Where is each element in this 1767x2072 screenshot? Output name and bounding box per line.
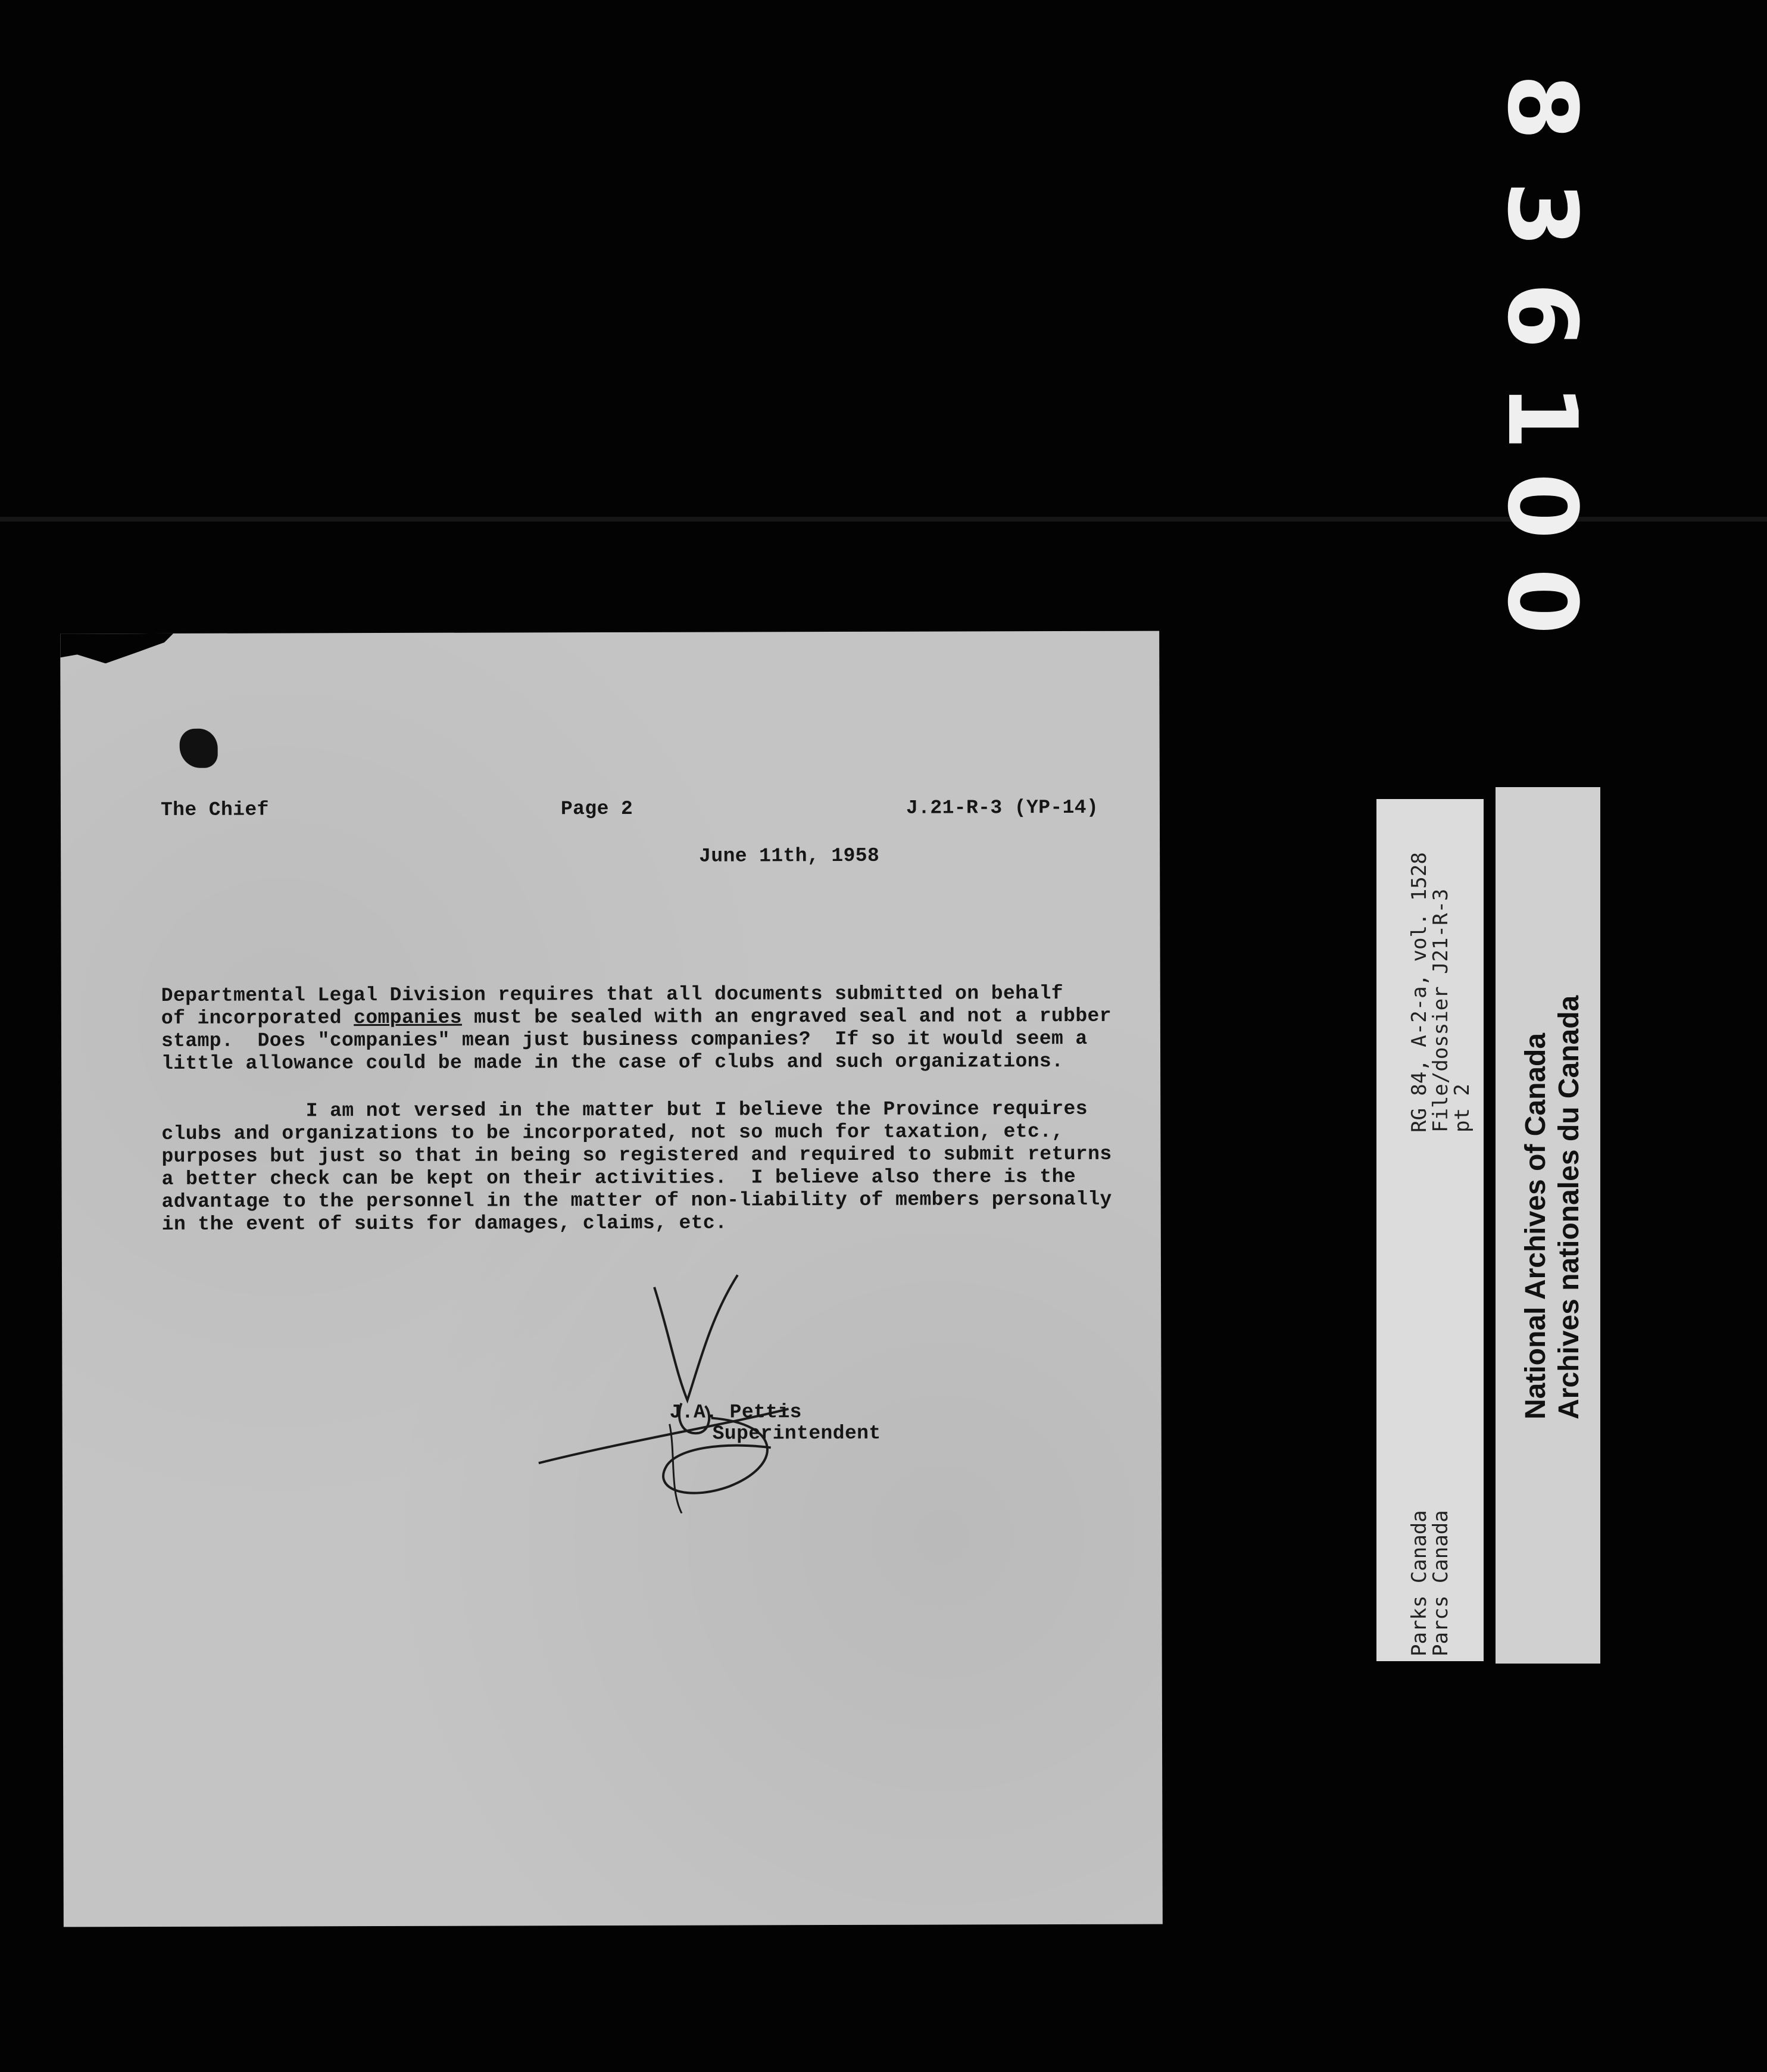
text-line: a better check can be kept on their activities. I believe also there is the bbox=[161, 1165, 1076, 1190]
torn-corner bbox=[60, 634, 173, 663]
underlined-word: companies bbox=[354, 1006, 463, 1029]
frame-digit: 3 bbox=[1487, 181, 1598, 248]
frame-number bbox=[1453, 36, 1631, 635]
letter-page bbox=[60, 631, 1163, 1927]
text-line bbox=[161, 1005, 1112, 1029]
ref-line: RG 84, A-2-a, vol. 1528 bbox=[1407, 852, 1431, 1132]
header-recipient: The Chief bbox=[160, 798, 269, 821]
signatory-name: J.A. Pettis bbox=[669, 1401, 802, 1424]
agency-name-fr: Parcs Canada bbox=[1429, 1510, 1453, 1656]
text-fragment: of incorporated bbox=[161, 1007, 354, 1029]
archives-label bbox=[1496, 787, 1600, 1664]
ref-line: pt 2 bbox=[1450, 1084, 1474, 1132]
text-line: clubs and organizations to be incorporated, not so much for taxation, etc., bbox=[161, 1121, 1064, 1145]
agency-name-en: Parks Canada bbox=[1407, 1510, 1431, 1656]
text-line: purposes but just so that in being so registered and required to submit returns bbox=[161, 1143, 1112, 1168]
frame-digit: 1 bbox=[1487, 383, 1598, 450]
archives-name-en: National Archives of Canada bbox=[1520, 1032, 1551, 1419]
signatory-title: Superintendent bbox=[712, 1422, 881, 1445]
letter-date: June 11th, 1958 bbox=[699, 844, 880, 868]
archives-name-fr: Archives nationales du Canada bbox=[1553, 995, 1585, 1419]
text-line: little allowance could be made in the case of clubs and such organizations. bbox=[161, 1050, 1064, 1075]
header-page-number: Page 2 bbox=[560, 797, 633, 820]
text-line: in the event of suits for damages, claims, etc. bbox=[161, 1212, 728, 1235]
frame-digit: 6 bbox=[1487, 282, 1598, 349]
text-fragment: must be sealed with an engraved seal and not a rubber bbox=[461, 1004, 1112, 1029]
text-line: stamp. Does "companies" mean just business companies? If so it would seem a bbox=[161, 1027, 1088, 1052]
header-file-reference: J.21-R-3 (YP-14) bbox=[906, 796, 1099, 819]
text-line: Departmental Legal Division requires that all documents submitted on behalf bbox=[161, 982, 1064, 1007]
handwritten-signature bbox=[532, 1263, 831, 1514]
text-line: advantage to the personnel in the matter of non-liability of members personally bbox=[161, 1188, 1112, 1213]
frame-digit: 0 bbox=[1487, 568, 1598, 635]
frame-digit: 0 bbox=[1487, 473, 1598, 539]
ink-blot-mark bbox=[180, 729, 218, 768]
reference-label bbox=[1376, 799, 1484, 1661]
text-line: I am not versed in the matter but I believe the Province requires bbox=[161, 1097, 1088, 1122]
ref-line: File/dossier J21-R-3 bbox=[1429, 888, 1453, 1132]
frame-digit: 8 bbox=[1487, 74, 1598, 141]
